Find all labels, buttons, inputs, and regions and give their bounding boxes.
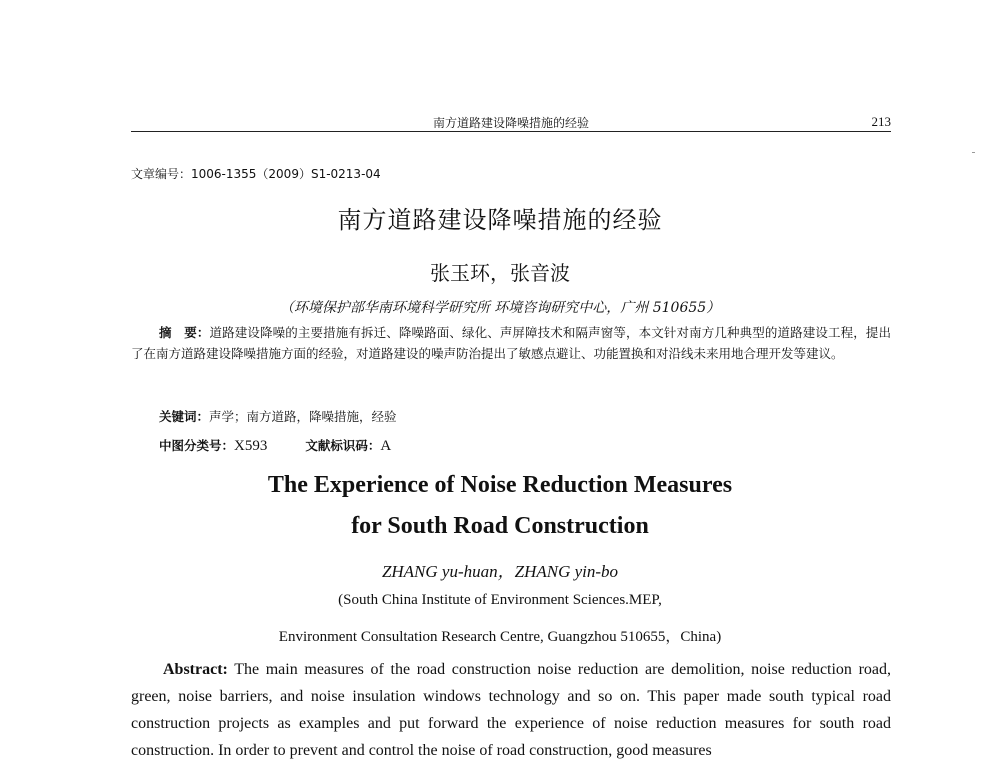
chinese-abstract-text: 道路建设降噪的主要措施有拆迁、降噪路面、绿化、声屏障技术和隔声窗等，本文针对南方几种典型的道路建设工程，提出了在南方道路建设降噪措施方面的经验，对道路建设的噪声防治提出了敏感点避让、功能置换和对沿线未来用地合理开发等建议。 <box>131 325 891 361</box>
english-abstract <box>131 656 891 764</box>
article-number: 文章编号：1006-1355（2009）S1-0213-04 <box>131 167 381 181</box>
chinese-abstract <box>131 322 891 364</box>
page-number: 213 <box>871 114 891 129</box>
chinese-keywords <box>159 407 397 425</box>
chinese-title: 南方道路建设降噪措施的经验 <box>337 206 663 234</box>
doc-code-value: A <box>380 438 392 454</box>
keywords-label: 关键词： <box>159 409 210 424</box>
running-title: 南方道路建设降噪措施的经验 <box>432 116 589 130</box>
clc-value: X593 <box>234 438 268 454</box>
english-affiliation-line2: Environment Consultation Research Centre, Guangzhou 510655，China) <box>278 629 722 645</box>
header-rule <box>131 131 891 132</box>
keywords-text: 声学；南方道路，降噪措施，经验 <box>209 409 397 424</box>
clc-label: 中图分类号： <box>159 438 235 453</box>
english-abstract-label: Abstract: <box>163 661 228 678</box>
english-affiliation-line1: (South China Institute of Environment Sciences.MEP, <box>338 592 662 608</box>
chinese-abstract-label: 摘 要： <box>159 325 210 340</box>
chinese-affiliation: （环境保护部华南环境科学研究所 环境咨询研究中心，广州 510655） <box>279 300 721 316</box>
english-authors: ZHANG yu-huan，ZHANG yin-bo <box>381 562 619 581</box>
running-head <box>131 114 891 132</box>
margin-mark <box>972 152 975 153</box>
english-title-line2: for South Road Construction <box>351 513 649 539</box>
chinese-authors: 张玉环，张音波 <box>430 261 570 285</box>
english-abstract-text: The main measures of the road construction noise reduction are demolition, noise reduction road, green, noise barriers, and noise insulation windows technology and so on. This paper made south typical road construction projects as examples and put forward the experience of noise reduction measures for south road construction. In order to prevent and control the noise of road construction, good measures <box>131 661 891 759</box>
classification-line <box>159 436 391 455</box>
english-title-line1: The Experience of Noise Reduction Measures <box>267 472 733 498</box>
doc-code-label: 文献标识码： <box>305 438 381 453</box>
